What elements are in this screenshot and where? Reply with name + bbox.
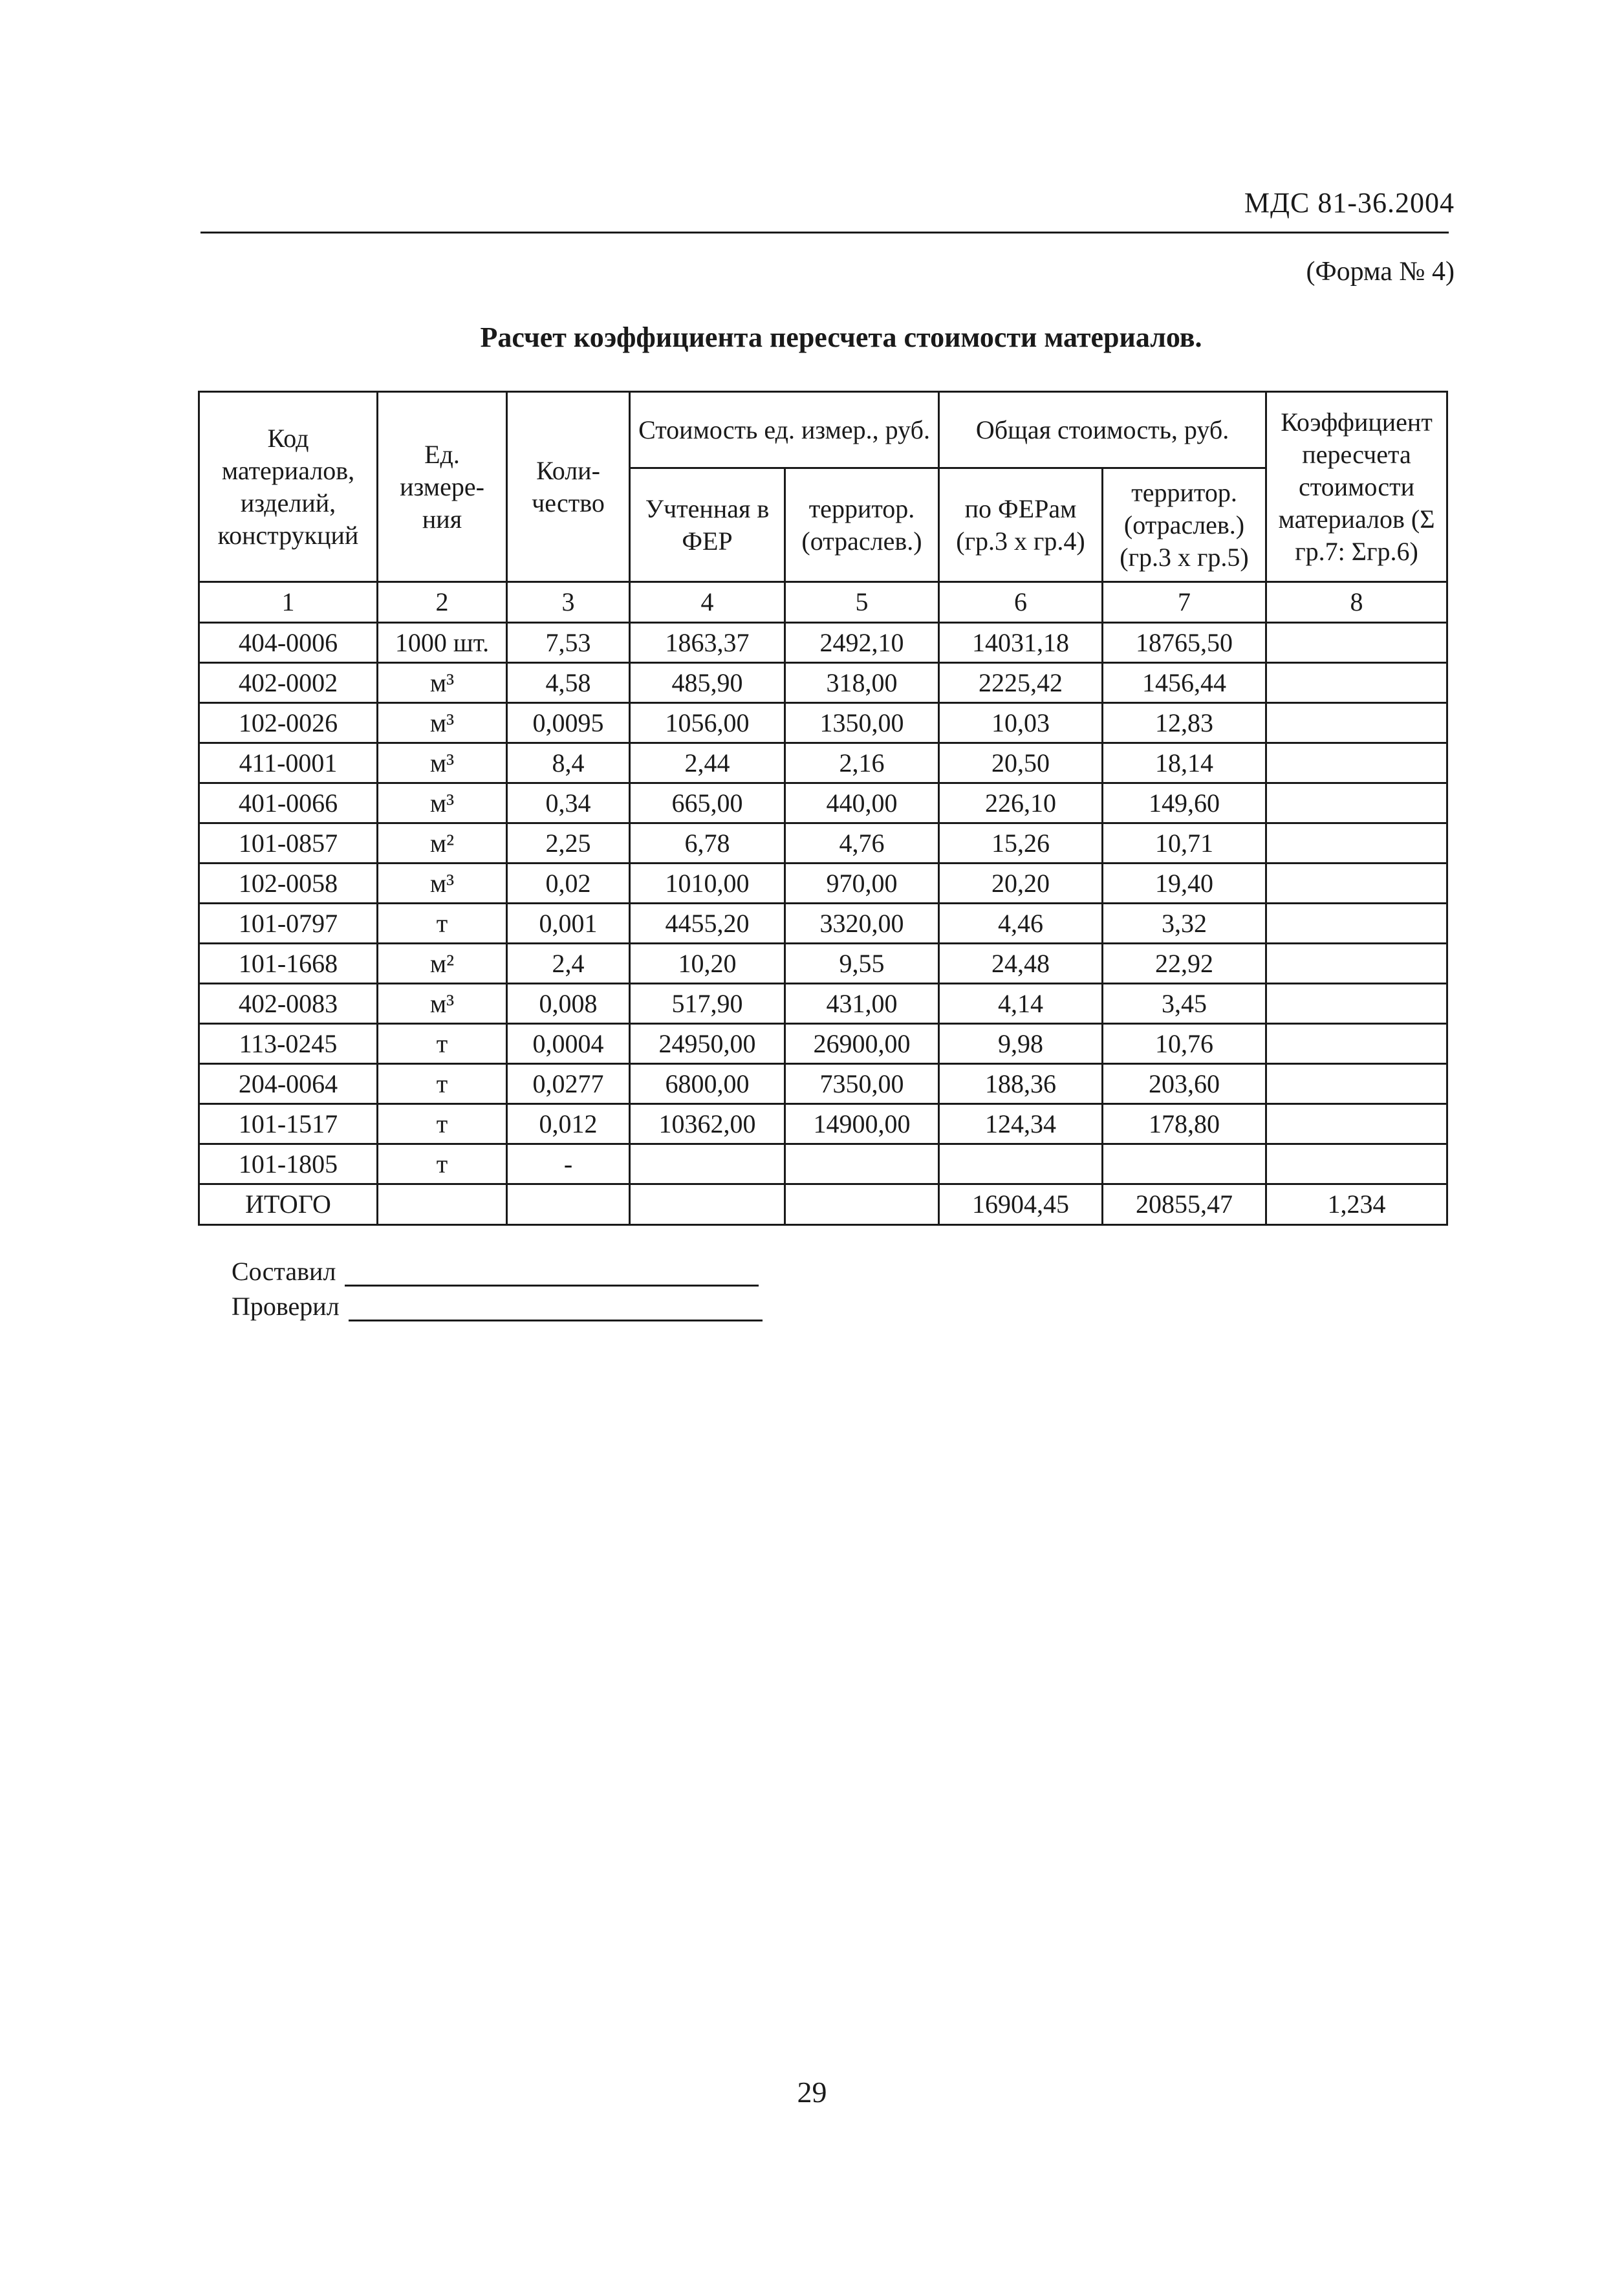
- cell-code: 401-0066: [199, 783, 378, 823]
- cell-total-cost-territorial: 203,60: [1103, 1064, 1266, 1104]
- cell-unit-cost-territorial: 970,00: [785, 864, 939, 904]
- table-row: [199, 1064, 1447, 1104]
- column-number-row: [199, 582, 1447, 623]
- cell-total-cost-fer: 15,26: [939, 823, 1103, 864]
- checked-by-label: Проверил: [232, 1292, 340, 1321]
- table-row: [199, 823, 1447, 864]
- page-number: 29: [797, 2076, 827, 2109]
- cell-unit-cost-territorial: 14900,00: [785, 1104, 939, 1144]
- cell-code: 101-1668: [199, 944, 378, 984]
- cell-total-cost-territorial: 10,76: [1103, 1024, 1266, 1064]
- cell-unit-cost-fer: 485,90: [630, 663, 785, 703]
- cell-total-cost-fer: 4,46: [939, 904, 1103, 944]
- cell-quantity: 0,001: [507, 904, 630, 944]
- cell-quantity: 7,53: [507, 623, 630, 663]
- table-body: [199, 582, 1447, 1225]
- cell-unit: м³: [378, 984, 507, 1024]
- cell-unit: м³: [378, 743, 507, 783]
- cell-unit-cost-fer: 6800,00: [630, 1064, 785, 1104]
- cell-unit-cost-fer: 665,00: [630, 783, 785, 823]
- table-row: [199, 1144, 1447, 1184]
- cell-quantity: 0,0004: [507, 1024, 630, 1064]
- cell-code: 102-0058: [199, 864, 378, 904]
- compiled-by-field: [232, 1256, 759, 1287]
- total-cell-coefficient: 1,234: [1266, 1184, 1447, 1225]
- column-number: 1: [199, 582, 378, 623]
- cell-code: 101-0797: [199, 904, 378, 944]
- cell-unit: т: [378, 1024, 507, 1064]
- cell-quantity: 2,4: [507, 944, 630, 984]
- cell-code: 402-0002: [199, 663, 378, 703]
- cell-unit-cost-territorial: 7350,00: [785, 1064, 939, 1104]
- cell-unit-cost-fer: 517,90: [630, 984, 785, 1024]
- total-cell-code: ИТОГО: [199, 1184, 378, 1225]
- table-row: [199, 623, 1447, 663]
- table-row: [199, 1024, 1447, 1064]
- cell-coefficient: [1266, 623, 1447, 663]
- cell-code: 101-1517: [199, 1104, 378, 1144]
- cell-unit: м³: [378, 663, 507, 703]
- cell-unit: м³: [378, 783, 507, 823]
- cell-total-cost-fer: 20,20: [939, 864, 1103, 904]
- header-unit-cost-group: Стоимость ед. измер., руб.: [630, 392, 939, 468]
- cell-coefficient: [1266, 703, 1447, 743]
- cell-total-cost-fer: 20,50: [939, 743, 1103, 783]
- cell-coefficient: [1266, 783, 1447, 823]
- cell-quantity: 0,0277: [507, 1064, 630, 1104]
- document-title: Расчет коэффициента пересчета стоимости материалов.: [480, 321, 1202, 353]
- cell-total-cost-territorial: 1456,44: [1103, 663, 1266, 703]
- cell-unit: м³: [378, 864, 507, 904]
- cell-coefficient: [1266, 823, 1447, 864]
- cell-code: 204-0064: [199, 1064, 378, 1104]
- column-number: 7: [1103, 582, 1266, 623]
- total-cell-total-cost-territorial: 20855,47: [1103, 1184, 1266, 1225]
- header-total-cost-territorial: территор. (отраслев.) (гр.3 х гр.5): [1103, 468, 1266, 582]
- cell-total-cost-territorial: 22,92: [1103, 944, 1266, 984]
- checked-by-field: [232, 1291, 763, 1321]
- cell-total-cost-fer: 24,48: [939, 944, 1103, 984]
- cell-unit: т: [378, 1104, 507, 1144]
- table-row: [199, 703, 1447, 743]
- total-cell-unit: [378, 1184, 507, 1225]
- total-cell-quantity: [507, 1184, 630, 1225]
- materials-table: [198, 391, 1448, 1226]
- header-coefficient: Коэффициент пересчета стоимости материалов (Σ гр.7: Σгр.6): [1266, 392, 1447, 582]
- cell-quantity: 8,4: [507, 743, 630, 783]
- cell-coefficient: [1266, 864, 1447, 904]
- cell-unit-cost-fer: 10362,00: [630, 1104, 785, 1144]
- cell-coefficient: [1266, 984, 1447, 1024]
- cell-total-cost-territorial: 10,71: [1103, 823, 1266, 864]
- column-number: 6: [939, 582, 1103, 623]
- table-row: [199, 743, 1447, 783]
- total-cell-unit-cost-territorial: [785, 1184, 939, 1225]
- cell-total-cost-fer: [939, 1144, 1103, 1184]
- cell-unit: м³: [378, 703, 507, 743]
- cell-quantity: 2,25: [507, 823, 630, 864]
- cell-unit: т: [378, 904, 507, 944]
- cell-unit: т: [378, 1144, 507, 1184]
- header-code: Код материалов, изделий, конструкций: [199, 392, 378, 582]
- header-unit-cost-fer: Учтенная в ФЕР: [630, 468, 785, 582]
- cell-coefficient: [1266, 743, 1447, 783]
- column-number: 2: [378, 582, 507, 623]
- cell-unit-cost-fer: 1056,00: [630, 703, 785, 743]
- cell-unit-cost-territorial: 318,00: [785, 663, 939, 703]
- cell-unit-cost-territorial: 3320,00: [785, 904, 939, 944]
- cell-quantity: -: [507, 1144, 630, 1184]
- cell-unit-cost-territorial: 2,16: [785, 743, 939, 783]
- cell-coefficient: [1266, 1024, 1447, 1064]
- header-unit: Ед. измере-ния: [378, 392, 507, 582]
- cell-unit-cost-fer: 10,20: [630, 944, 785, 984]
- cell-total-cost-fer: 226,10: [939, 783, 1103, 823]
- column-number: 8: [1266, 582, 1447, 623]
- form-label: (Форма № 4): [1306, 257, 1455, 287]
- cell-code: 101-1805: [199, 1144, 378, 1184]
- cell-total-cost-territorial: 3,45: [1103, 984, 1266, 1024]
- cell-quantity: 0,008: [507, 984, 630, 1024]
- column-number: 4: [630, 582, 785, 623]
- document-code: МДС 81-36.2004: [1244, 187, 1455, 219]
- cell-unit-cost-fer: 1010,00: [630, 864, 785, 904]
- table-row: [199, 783, 1447, 823]
- cell-code: 404-0006: [199, 623, 378, 663]
- cell-total-cost-territorial: [1103, 1144, 1266, 1184]
- table-row: [199, 864, 1447, 904]
- compiled-by-line: [345, 1263, 759, 1287]
- cell-unit-cost-territorial: 26900,00: [785, 1024, 939, 1064]
- cell-code: 411-0001: [199, 743, 378, 783]
- cell-unit: м²: [378, 823, 507, 864]
- cell-unit-cost-territorial: 2492,10: [785, 623, 939, 663]
- cell-unit: м²: [378, 944, 507, 984]
- cell-unit-cost-territorial: 9,55: [785, 944, 939, 984]
- cell-total-cost-fer: 4,14: [939, 984, 1103, 1024]
- total-cell-total-cost-fer: 16904,45: [939, 1184, 1103, 1225]
- cell-total-cost-fer: 124,34: [939, 1104, 1103, 1144]
- cell-quantity: 0,34: [507, 783, 630, 823]
- table-row: [199, 1104, 1447, 1144]
- cell-total-cost-territorial: 12,83: [1103, 703, 1266, 743]
- header-quantity: Коли-чество: [507, 392, 630, 582]
- cell-unit-cost-fer: 24950,00: [630, 1024, 785, 1064]
- cell-coefficient: [1266, 1064, 1447, 1104]
- header-total-cost-group: Общая стоимость, руб.: [939, 392, 1266, 468]
- cell-code: 113-0245: [199, 1024, 378, 1064]
- cell-code: 101-0857: [199, 823, 378, 864]
- cell-unit-cost-territorial: [785, 1144, 939, 1184]
- cell-unit: 1000 шт.: [378, 623, 507, 663]
- cell-total-cost-territorial: 18765,50: [1103, 623, 1266, 663]
- column-number: 5: [785, 582, 939, 623]
- cell-coefficient: [1266, 1104, 1447, 1144]
- cell-quantity: 0,012: [507, 1104, 630, 1144]
- header-rule: [200, 232, 1449, 234]
- cell-total-cost-fer: 14031,18: [939, 623, 1103, 663]
- cell-unit-cost-territorial: 440,00: [785, 783, 939, 823]
- cell-unit-cost-fer: 4455,20: [630, 904, 785, 944]
- checked-by-line: [349, 1298, 763, 1321]
- total-cell-unit-cost-fer: [630, 1184, 785, 1225]
- cell-coefficient: [1266, 944, 1447, 984]
- cell-total-cost-territorial: 18,14: [1103, 743, 1266, 783]
- cell-quantity: 0,0095: [507, 703, 630, 743]
- cell-quantity: 4,58: [507, 663, 630, 703]
- cell-unit-cost-fer: 6,78: [630, 823, 785, 864]
- header-total-cost-fer: по ФЕРам (гр.3 х гр.4): [939, 468, 1103, 582]
- cell-code: 102-0026: [199, 703, 378, 743]
- cell-unit-cost-territorial: 431,00: [785, 984, 939, 1024]
- cell-total-cost-territorial: 178,80: [1103, 1104, 1266, 1144]
- table-row: [199, 904, 1447, 944]
- cell-quantity: 0,02: [507, 864, 630, 904]
- cell-coefficient: [1266, 663, 1447, 703]
- compiled-by-label: Составил: [232, 1257, 336, 1286]
- column-number: 3: [507, 582, 630, 623]
- cell-unit-cost-territorial: 1350,00: [785, 703, 939, 743]
- cell-coefficient: [1266, 904, 1447, 944]
- cell-unit: т: [378, 1064, 507, 1104]
- total-row: [199, 1184, 1447, 1225]
- cell-total-cost-fer: 9,98: [939, 1024, 1103, 1064]
- cell-total-cost-territorial: 19,40: [1103, 864, 1266, 904]
- cell-unit-cost-fer: [630, 1144, 785, 1184]
- cell-total-cost-fer: 10,03: [939, 703, 1103, 743]
- cell-total-cost-fer: 188,36: [939, 1064, 1103, 1104]
- header-unit-cost-territorial: территор. (отраслев.): [785, 468, 939, 582]
- cell-total-cost-fer: 2225,42: [939, 663, 1103, 703]
- cell-coefficient: [1266, 1144, 1447, 1184]
- table-row: [199, 663, 1447, 703]
- cell-unit-cost-fer: 1863,37: [630, 623, 785, 663]
- table-row: [199, 944, 1447, 984]
- cell-total-cost-territorial: 3,32: [1103, 904, 1266, 944]
- cell-unit-cost-territorial: 4,76: [785, 823, 939, 864]
- cell-code: 402-0083: [199, 984, 378, 1024]
- cell-total-cost-territorial: 149,60: [1103, 783, 1266, 823]
- table-row: [199, 984, 1447, 1024]
- cell-unit-cost-fer: 2,44: [630, 743, 785, 783]
